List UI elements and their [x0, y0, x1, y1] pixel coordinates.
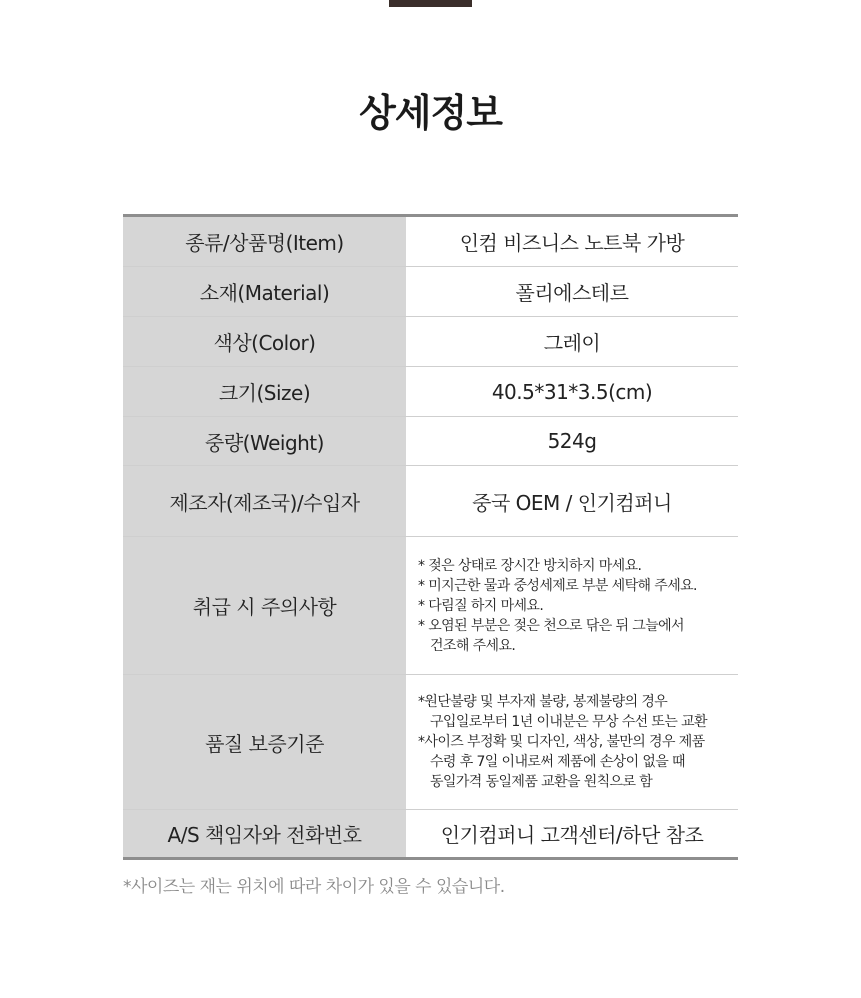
table-row [123, 367, 738, 417]
row-label-care: 취급 시 주의사항 [123, 537, 406, 675]
row-value-color: 그레이 [406, 317, 738, 367]
quality-note: 구입일로부터 1년 이내분은 무상 수선 또는 교환 [430, 714, 707, 730]
quality-note: 수령 후 7일 이내로써 제품에 손상이 없을 때 [430, 754, 685, 770]
row-label-item: 종류/상품명(Item) [123, 216, 406, 267]
row-label-quality: 품질 보증기준 [123, 675, 406, 810]
table-row [123, 810, 738, 859]
care-note: * 오염된 부분은 젖은 천으로 닦은 뒤 그늘에서 [418, 617, 684, 634]
top-accent-bar [389, 0, 472, 7]
care-note: * 미지근한 물과 중성세제로 부분 세탁해 주세요. [418, 577, 697, 594]
table-row [123, 675, 738, 810]
quality-note: *원단불량 및 부자재 불량, 봉제불량의 경우 [418, 694, 668, 710]
row-value-care [406, 537, 738, 675]
row-value-as: 인기컴퍼니 고객센터/하단 참조 [406, 810, 738, 859]
row-value-manufacturer: 중국 OEM / 인기컴퍼니 [406, 466, 738, 537]
row-value-quality [406, 675, 738, 810]
table-row [123, 466, 738, 537]
care-note: * 다림질 하지 마세요. [418, 597, 544, 614]
row-label-manufacturer: 제조자(제조국)/수입자 [123, 466, 406, 537]
table-row [123, 216, 738, 267]
row-value-weight: 524g [406, 417, 738, 466]
care-note: 건조해 주세요. [430, 637, 516, 654]
spec-table [123, 214, 738, 860]
row-value-material: 폴리에스테르 [406, 267, 738, 317]
care-note: * 젖은 상태로 장시간 방치하지 마세요. [418, 557, 642, 574]
table-row [123, 417, 738, 466]
table-row [123, 537, 738, 675]
table-row [123, 317, 738, 367]
page-title: 상세정보 [359, 91, 502, 135]
row-label-weight: 중량(Weight) [123, 417, 406, 466]
quality-note: 동일가격 동일제품 교환을 원칙으로 함 [430, 774, 653, 790]
size-footnote: *사이즈는 재는 위치에 따라 차이가 있을 수 있습니다. [123, 877, 505, 897]
row-label-size: 크기(Size) [123, 367, 406, 417]
row-label-as: A/S 책임자와 전화번호 [123, 810, 406, 859]
row-value-item: 인컴 비즈니스 노트북 가방 [406, 216, 738, 267]
quality-note: *사이즈 부정확 및 디자인, 색상, 불만의 경우 제품 [418, 734, 705, 750]
row-label-color: 색상(Color) [123, 317, 406, 367]
table-row [123, 267, 738, 317]
row-label-material: 소재(Material) [123, 267, 406, 317]
row-value-size: 40.5*31*3.5(cm) [406, 367, 738, 417]
